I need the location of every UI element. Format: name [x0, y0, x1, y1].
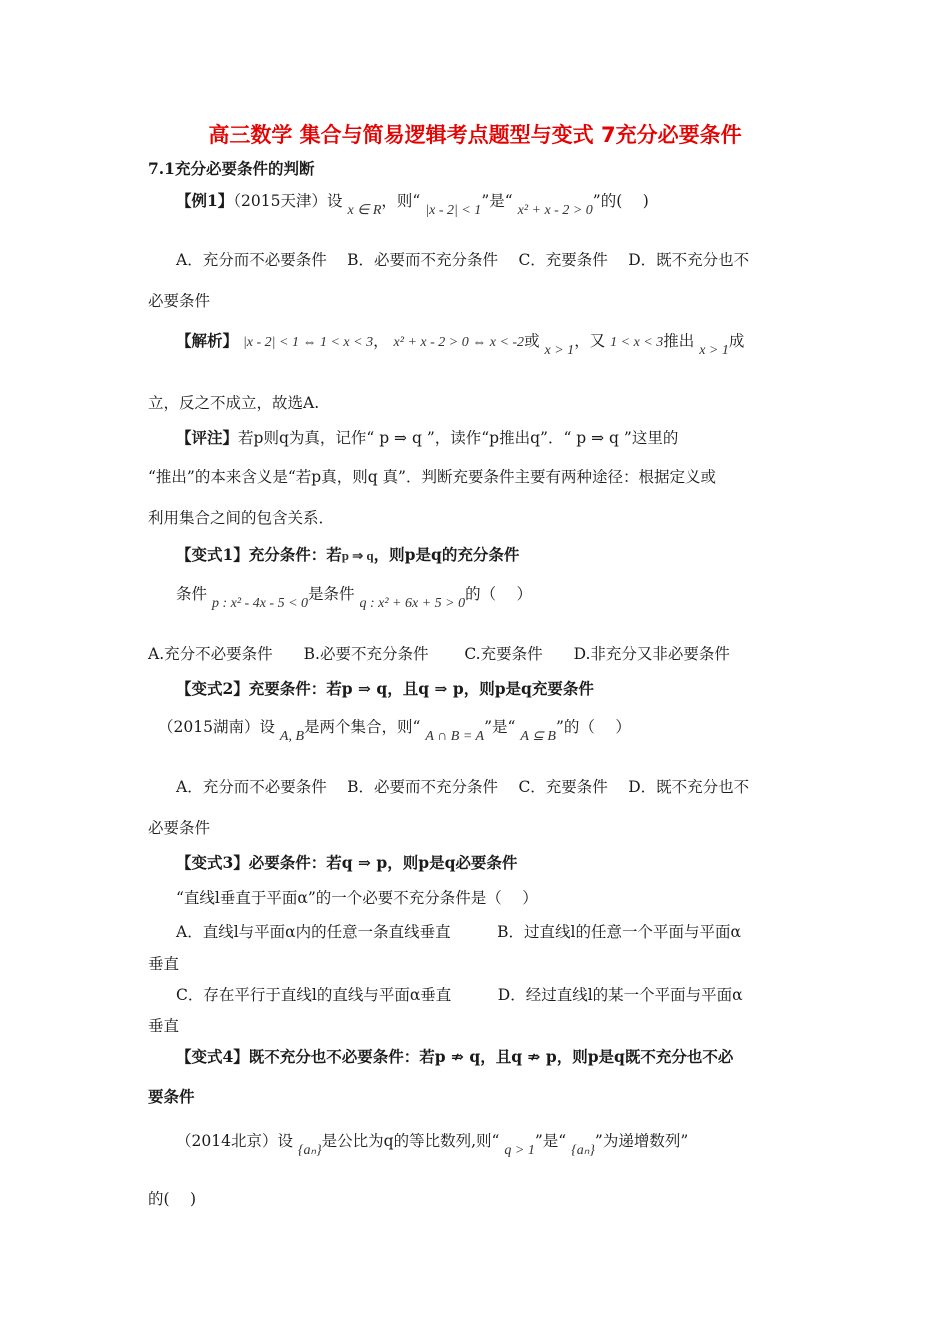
variant-2-options: A．充分而不必要条件 B．必要而不充分条件 C．充要条件 D．既不充分也不	[176, 778, 750, 796]
comment-line-3: 利用集合之间的包含关系．	[148, 509, 335, 527]
comment-line-2: “推出”的本来含义是“若p真，则q 真”．判断充要条件主要有两种途径：根据定义或	[148, 468, 716, 486]
example-1-question: 【例1】（2015天津）设 x ∈ R，则“ |x - 2| < 1”是“ x² + x - 2 > 0”的( )	[176, 191, 649, 218]
variant-3-options-ab-cont: 垂直	[148, 955, 180, 973]
analysis-line: 【解析】 |x - 2| < 1 ⇔ 1 < x < 3， x² + x - 2 > 0 ⇔ x < -2或 x > 1，又 1 < x < 3推出 x > 1成	[176, 331, 745, 358]
variant-3-options-cd-cont: 垂直	[148, 1017, 180, 1035]
variant-4-question-cont: 的( )	[148, 1190, 197, 1208]
comment-line-1: 【评注】若p则q为真，记作“ p ⇒ q ”，读作“p推出q”．“ p ⇒ q ”这里的	[176, 428, 679, 447]
page-title: 高三数学 集合与简易逻辑考点题型与变式 7充分必要条件	[208, 123, 742, 147]
variant-3-heading: 【变式3】必要条件：若q ⇒ p，则p是q必要条件	[176, 853, 518, 872]
example-1-options: A．充分而不必要条件 B．必要而不充分条件 C．充要条件 D．既不充分也不	[176, 251, 750, 269]
variant-2-question: （2015湖南）设 A, B是两个集合，则“ A ∩ B = A”是“ A ⊆ B”的（ ）	[158, 718, 631, 744]
variant-3-question: “直线l垂直于平面α”的一个必要不充分条件是（ ）	[176, 889, 538, 907]
variant-1-heading: 【变式1】充分条件：若p ⇒ q，则p是q的充分条件	[176, 545, 520, 564]
example-1-options-cont: 必要条件	[148, 292, 211, 310]
variant-1-options: A.充分不必要条件 B.必要不充分条件 C.充要条件 D.非充分又非必要条件	[148, 645, 730, 663]
variant-4-question: （2014北京）设 {aₙ}是公比为q的等比数列,则“ q > 1”是“ {aₙ}”为递增数列”	[176, 1132, 689, 1158]
analysis-cont: 立，反之不成立，故选A.	[148, 394, 320, 412]
variant-3-options-ab: A．直线l与平面α内的任意一条直线垂直 B．过直线l的任意一个平面与平面α	[176, 923, 741, 941]
variant-4-heading-cont: 要条件	[148, 1087, 195, 1106]
variant-2-options-cont: 必要条件	[148, 819, 211, 837]
variant-4-heading: 【变式4】既不充分也不必要条件：若p ⇏ q，且q ⇏ p，则p是q既不充分也不必	[176, 1047, 734, 1066]
variant-2-heading: 【变式2】充要条件：若p ⇒ q，且q ⇒ p，则p是q充要条件	[176, 679, 594, 698]
section-heading: 7.1充分必要条件的判断	[148, 159, 315, 178]
variant-1-question: 条件 p : x² - 4x - 5 < 0是条件 q : x² + 6x + 5 > 0的（ ）	[176, 585, 533, 611]
variant-3-options-cd: C．存在平行于直线l的直线与平面α垂直 D．经过直线l的某一个平面与平面α	[176, 986, 743, 1004]
